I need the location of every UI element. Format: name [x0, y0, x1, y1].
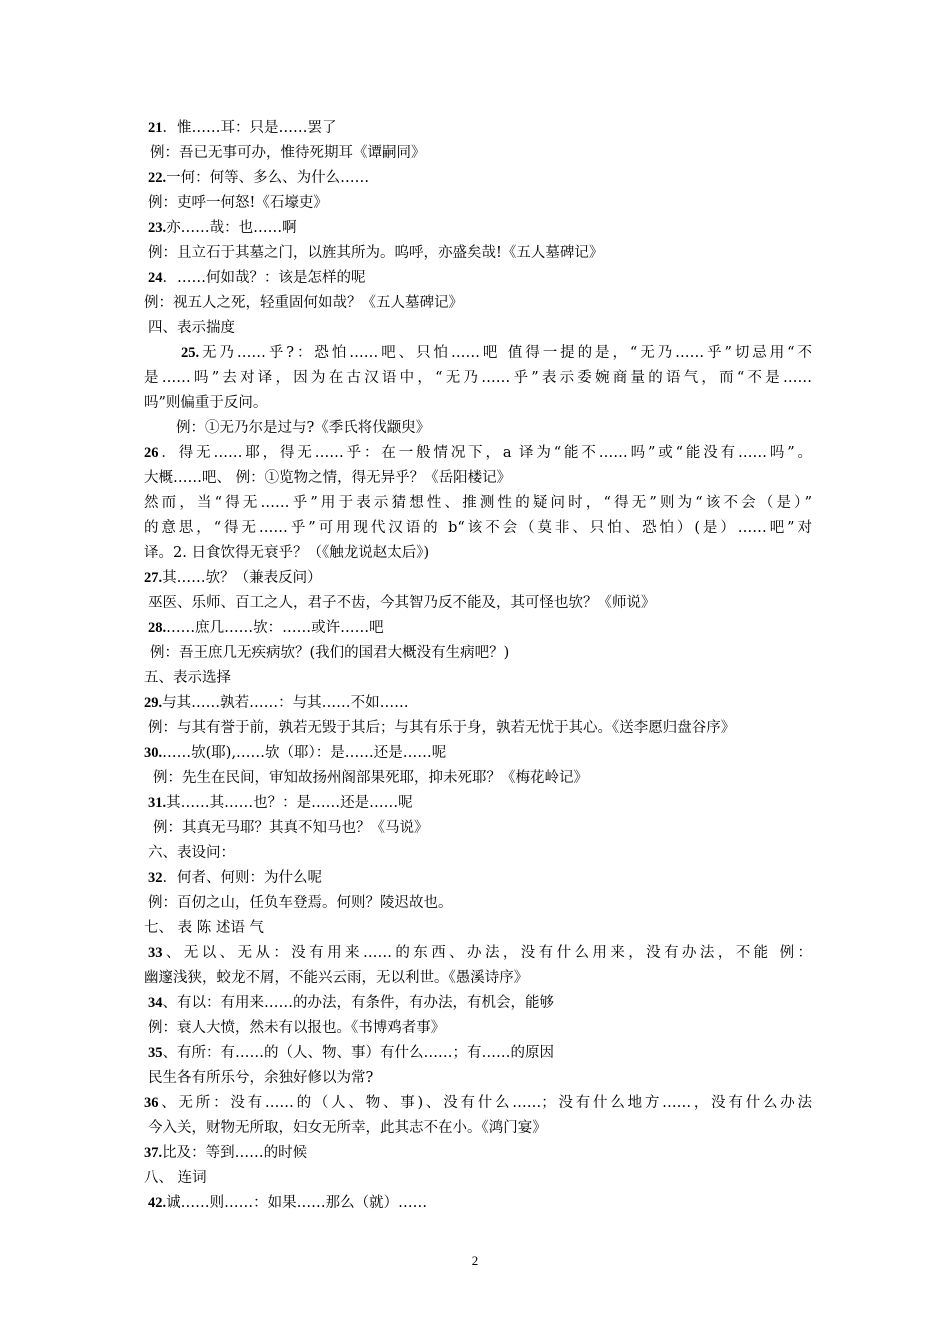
item-35-heading: 35、有所：有……的（人、物、事）有什么……；有……的原因 — [148, 1045, 554, 1061]
item-25-text: 吗”则偏重于反问。 — [144, 395, 268, 411]
item-35-example: 民生各有所乐兮，余独好修以为常? — [148, 1070, 374, 1086]
item-26-example: 大概……吧、 例：①览物之情，得无异乎？《岳阳楼记》 — [144, 470, 512, 486]
section-8-heading: 八、 连词 — [144, 1170, 207, 1186]
item-36-heading: 36、无所：没有……的（人、物、事)、没有什么……；没有什么地方……，没有什么办法 — [144, 1095, 812, 1111]
item-23-heading: 23.亦……哉：也……啊 — [148, 220, 297, 236]
item-33-heading: 33、无以、无从：没有用来……的东西、办法，没有什么用来，没有办法，不能 例： — [148, 945, 812, 961]
item-28-example: 例：吾王庶几无疾病欤？(我们的国君大概没有生病吧？) — [150, 645, 510, 661]
item-22-example: 例：吏呼一何怒!《石壕吏》 — [148, 195, 328, 211]
item-25-text: 是……吗”去对译，因为在古汉语中，“无乃……乎”表示委婉商量的语气，而“不是…… — [144, 370, 812, 386]
item-21-example: 例：吾已无事可办，惟待死期耳《谭嗣同》 — [150, 145, 426, 161]
section-4-heading: 四、表示揣度 — [148, 320, 235, 336]
item-23-example: 例：且立石于其墓之门，以旌其所为。呜呼，亦盛矣哉!《五人墓碑记》 — [148, 245, 604, 261]
section-5-heading: 五、表示选择 — [144, 670, 231, 686]
section-6-heading: 六、表设问： — [148, 845, 235, 861]
item-27-heading: 27.其……欤？（兼表反问） — [144, 570, 322, 586]
item-31-heading: 31.其……其……也？：是……还是……呢 — [148, 795, 413, 811]
item-30-heading: 30.……欤(耶),……欤（耶）：是……还是……呢 — [144, 745, 447, 761]
item-24-heading: 24．……何如哉？：该是怎样的呢 — [148, 270, 366, 286]
item-29-heading: 29.与其……孰若……：与其……不如…… — [144, 695, 409, 711]
item-34-example: 例：衰人大愤，然未有以报也。《书博鸡者事》 — [148, 1020, 446, 1036]
item-29-example: 例：与其有誉于前，孰若无毁于其后；与其有乐于身，孰若无忧于其心。《送李愿归盘谷序》 — [148, 720, 736, 736]
item-25-example: 例：①无乃尔是过与?《季氏将伐颛臾》 — [176, 420, 431, 436]
item-21-heading: 21．惟……耳：只是……罢了 — [148, 120, 337, 136]
item-32-heading: 32．何者、何则：为什么呢 — [148, 870, 322, 886]
item-25-heading: 25.无乃……乎?：恐怕……吧、只怕……吧 值得一提的是，“无乃……乎”切忌用“不 — [181, 345, 812, 361]
section-7-heading: 七、 表 陈 述语 气 — [144, 920, 264, 936]
page-number: 2 — [471, 1253, 479, 1268]
item-26-heading: 26．得无……耶，得无……乎：在一般情况下，a 译为“能不……吗”或“能没有……吗”。 — [144, 445, 812, 461]
item-27-example: 巫医、乐师、百工之人，君子不齿，今其智乃反不能及，其可怪也欤？《师说》 — [148, 595, 656, 611]
item-22-heading: 22.一何：何等、多么、为什么…… — [148, 170, 370, 186]
item-26-text: 的意思，“得无……乎”可用现代汉语的 b“该不会（莫非、只怕、恐怕）(是）……吧”对 — [144, 520, 812, 536]
item-32-example: 例：百仞之山，任负车登焉。何则？陵迟故也。 — [148, 895, 453, 911]
item-36-example: 今入关，财物无所取，妇女无所幸，此其志不在小。《鸿门宴》 — [148, 1120, 547, 1136]
item-31-example: 例：其真无马耶？其真不知马也？《马说》 — [153, 820, 429, 836]
item-24-example: 例：视五人之死，轻重固何如哉？《五人墓碑记》 — [144, 295, 463, 311]
item-30-example: 例：先生在民间，审知故扬州阁部果死耶，抑未死耶？《梅花岭记》 — [153, 770, 588, 786]
item-37-heading: 37.比及：等到……的时候 — [144, 1145, 308, 1161]
item-28-heading: 28.……庶几……欤：……或许……吧 — [148, 620, 384, 636]
item-33-example: 幽邃浅狭，蛟龙不屑，不能兴云雨，无以利世。《愚溪诗序》 — [144, 970, 529, 986]
item-26-text: 译。2. 日食饮得无衰乎？（《触龙说赵太后》) — [144, 545, 430, 561]
item-42-heading: 42.诚……则……：如果……那么（就）…… — [148, 1195, 428, 1211]
item-26-text: 然而，当“得无……乎”用于表示猜想性、推测性的疑问时，“得无”则为“该不会（是）” — [144, 495, 812, 511]
item-34-heading: 34、有以：有用来……的办法，有条件，有办法，有机会，能够 — [148, 995, 554, 1011]
